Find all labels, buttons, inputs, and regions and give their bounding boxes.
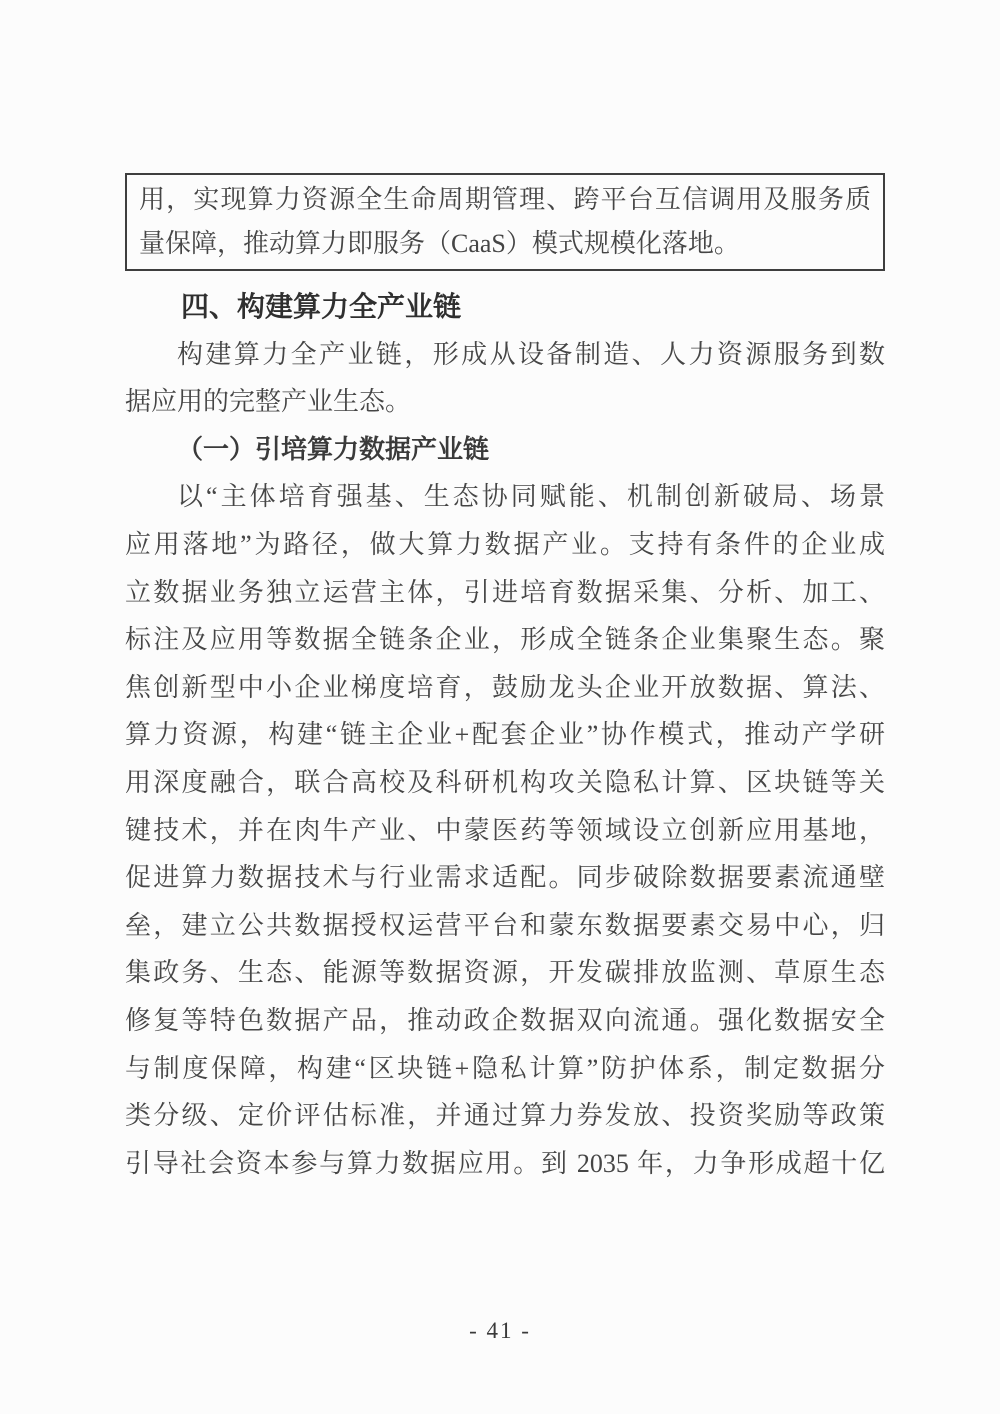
body-paragraph-line: 与制度保障，构建“区块链+隐私计算”防护体系，制定数据分 [125, 1053, 885, 1083]
document-content [125, 173, 885, 1187]
body-paragraph-line: 修复等特色数据产品，推动政企数据双向流通。强化数据安全 [125, 1005, 885, 1035]
intro-paragraph-line: 构建算力全产业链，形成从设备制造、人力资源服务到数 [177, 339, 885, 369]
body-paragraph-line: 类分级、定价评估标准，并通过算力券发放、投资奖励等政策 [125, 1101, 885, 1131]
sub-heading: （一）引培算力数据产业链 [177, 434, 490, 464]
body-paragraph-line: 算力资源，构建“链主企业+配套企业”协作模式，推动产学研 [125, 720, 885, 750]
body-paragraph-line: 焦创新型中小企业梯度培育，鼓励龙头企业开放数据、算法、 [125, 672, 885, 702]
body-paragraph-line: 促进算力数据技术与行业需求适配。同步破除数据要素流通壁 [125, 863, 885, 893]
intro-paragraph-line: 据应用的完整产业生态。 [125, 387, 412, 417]
body-paragraph-line: 标注及应用等数据全链条企业，形成全链条企业集聚生态。聚 [125, 625, 885, 655]
boxed-paragraph-line: 用，实现算力资源全生命周期管理、跨平台互信调用及服务质 [139, 185, 871, 214]
boxed-paragraph [125, 173, 885, 271]
body-paragraph-line: 用深度融合，联合高校及科研机构攻关隐私计算、区块链等关 [125, 767, 885, 797]
page-number: - 41 - [469, 1318, 531, 1343]
body-paragraph-line: 垒，建立公共数据授权运营平台和蒙东数据要素交易中心，归 [125, 910, 885, 940]
body-paragraph-line: 以“主体培育强基、生态协同赋能、机制创新破局、场景 [177, 482, 885, 512]
body-paragraph-line: 立数据业务独立运营主体，引进培育数据采集、分析、加工、 [125, 577, 885, 607]
body-paragraph-line: 集政务、生态、能源等数据资源，开发碳排放监测、草原生态 [125, 958, 885, 988]
boxed-paragraph-line: 量保障，推动算力即服务（CaaS）模式规模化落地。 [139, 229, 740, 258]
intro-paragraph [125, 331, 885, 426]
section-heading: 四、构建算力全产业链 [181, 291, 462, 322]
body-paragraph [125, 473, 885, 1187]
body-paragraph-line: 键技术，并在肉牛产业、中蒙医药等领域设立创新应用基地， [125, 815, 885, 845]
body-paragraph-line: 引导社会资本参与算力数据应用。到 2035 年，力争形成超十亿 [125, 1148, 885, 1178]
body-paragraph-line: 应用落地”为路径，做大算力数据产业。支持有条件的企业成 [125, 529, 885, 559]
